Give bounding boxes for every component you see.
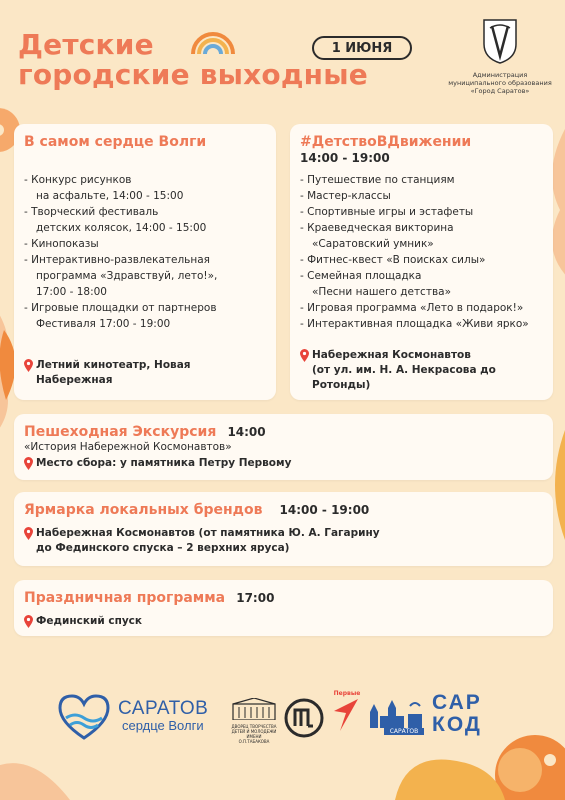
blob-decoration-bottom-left bbox=[0, 755, 70, 800]
title-line-1: Детские bbox=[18, 28, 154, 61]
pervye-star-icon bbox=[332, 697, 362, 733]
card-volga-list bbox=[24, 172, 266, 332]
round-emblem-icon bbox=[284, 698, 324, 738]
list-item: - Путешествие по станциям bbox=[300, 174, 455, 186]
card-festive-title: Праздничная программа bbox=[24, 590, 226, 606]
card-tour-location bbox=[24, 456, 543, 471]
administration-logo bbox=[440, 18, 560, 95]
card-tour bbox=[14, 414, 553, 480]
palace-building-icon bbox=[231, 698, 277, 720]
pervye-logo bbox=[330, 690, 364, 737]
location-pin-icon bbox=[300, 349, 309, 362]
location-text: Фединский спуск bbox=[36, 615, 143, 627]
list-item: - Краеведческая викторина bbox=[300, 222, 454, 234]
saratov-logo-text bbox=[118, 698, 208, 733]
list-item: - Спортивные игры и эстафеты bbox=[300, 206, 474, 218]
partner-logos bbox=[0, 680, 565, 760]
list-item: - Кинопоказы bbox=[24, 238, 99, 250]
list-item: Фестиваля 17:00 - 19:00 bbox=[36, 318, 171, 330]
card-movement-list bbox=[300, 172, 543, 332]
location-line-1: Набережная Космонавтов bbox=[312, 349, 471, 361]
card-movement-title: #ДетствоВДвижении bbox=[300, 134, 472, 150]
saratov-crest-icon bbox=[482, 18, 518, 64]
list-item: на асфальте, 14:00 - 15:00 bbox=[36, 190, 184, 202]
date-badge: 1 ИЮНЯ bbox=[312, 36, 412, 60]
card-volga-title: В самом сердце Волги bbox=[24, 134, 207, 150]
admin-caption-line-3: «Город Саратов» bbox=[470, 87, 530, 95]
location-pin-icon bbox=[24, 615, 33, 628]
sarkod-line-1: САР bbox=[432, 691, 482, 714]
saratov-city-logo bbox=[366, 698, 426, 735]
list-item: - Творческий фестиваль bbox=[24, 206, 159, 218]
list-item: - Игровые площадки от партнеров bbox=[24, 302, 217, 314]
card-festive-location bbox=[24, 614, 543, 629]
location-line-2: до Фединского спуска – 2 верхних яруса) bbox=[36, 542, 290, 554]
card-fair-title: Ярмарка локальных брендов bbox=[24, 502, 263, 518]
title-line-2: городские выходные bbox=[18, 58, 368, 91]
dtdm-caption-line-1: ДВОРЕЦ ТВОРЧЕСТВА bbox=[231, 724, 277, 729]
location-line-1: Набережная Космонавтов (от памятника Ю. А. Гагарину bbox=[36, 527, 380, 539]
card-fair-heading bbox=[24, 499, 543, 518]
list-item: «Саратовский умник» bbox=[312, 238, 434, 250]
location-text: Летний кинотеатр, Новая Набережная bbox=[36, 359, 191, 386]
admin-caption-line-2: муниципального образования bbox=[448, 79, 552, 87]
card-movement-time: 14:00 - 19:00 bbox=[300, 151, 390, 165]
saratov-word: САРАТОВ bbox=[118, 698, 209, 719]
dtdm-logo bbox=[231, 698, 277, 744]
sarkod-line-2: КОД bbox=[432, 713, 482, 736]
location-line-2: (от ул. им. Н. А. Некрасова до Ротонды) bbox=[312, 364, 496, 391]
card-movement bbox=[290, 124, 553, 400]
card-tour-title: Пешеходная Экскурсия bbox=[24, 424, 217, 440]
card-tour-subtitle: «История Набережной Космонавтов» bbox=[24, 441, 232, 453]
dtdm-caption-line-2: ДЕТЕЙ И МОЛОДЕЖИ bbox=[231, 729, 277, 734]
saratov-small: САРАТОВ bbox=[384, 728, 424, 735]
saratov-heart-logo-icon bbox=[58, 694, 110, 740]
location-pin-icon bbox=[24, 457, 33, 470]
rainbow-icon bbox=[190, 30, 236, 56]
list-item: - Фитнес-квест «В поисках силы» bbox=[300, 254, 486, 266]
location-pin-icon bbox=[24, 359, 33, 372]
list-item: детских колясок, 14:00 - 15:00 bbox=[36, 222, 207, 234]
card-tour-heading bbox=[24, 421, 543, 440]
list-item: - Интерактивно-развлекательная bbox=[24, 254, 210, 266]
card-festive-time: 17:00 bbox=[236, 591, 275, 605]
list-item: - Мастер-классы bbox=[300, 190, 391, 202]
list-item: «Песни нашего детства» bbox=[312, 286, 451, 298]
card-fair-time: 14:00 - 19:00 bbox=[279, 503, 370, 517]
card-festive-heading bbox=[24, 587, 543, 606]
card-fair-location bbox=[24, 526, 543, 556]
saratov-tagline: сердце Волги bbox=[122, 718, 204, 733]
list-item: - Семейная площадка bbox=[300, 270, 422, 282]
sarkod-logo bbox=[432, 692, 482, 736]
card-volga-location bbox=[24, 358, 266, 388]
card-volga bbox=[14, 124, 276, 400]
list-item: - Конкурс рисунков bbox=[24, 174, 132, 186]
card-movement-location bbox=[300, 348, 543, 393]
list-item: программа «Здравствуй, лето!», bbox=[36, 270, 218, 282]
dtdm-caption-line-3: ИМЕНИ О.П.ТАБАКОВА bbox=[238, 734, 270, 744]
list-item: - Игровая программа «Лето в подарок!» bbox=[300, 302, 524, 314]
kremlin-icon bbox=[366, 698, 426, 728]
card-festive bbox=[14, 580, 553, 636]
pervye-label: Первые bbox=[333, 690, 361, 697]
card-tour-time: 14:00 bbox=[227, 425, 266, 439]
card-fair bbox=[14, 492, 553, 566]
list-item: 17:00 - 18:00 bbox=[36, 286, 107, 298]
location-text: Место сбора: у памятника Петру Первому bbox=[36, 457, 292, 469]
location-pin-icon bbox=[24, 527, 33, 540]
admin-caption-line-1: Администрация bbox=[472, 71, 528, 79]
list-item: - Интерактивная площадка «Живи ярко» bbox=[300, 318, 529, 330]
